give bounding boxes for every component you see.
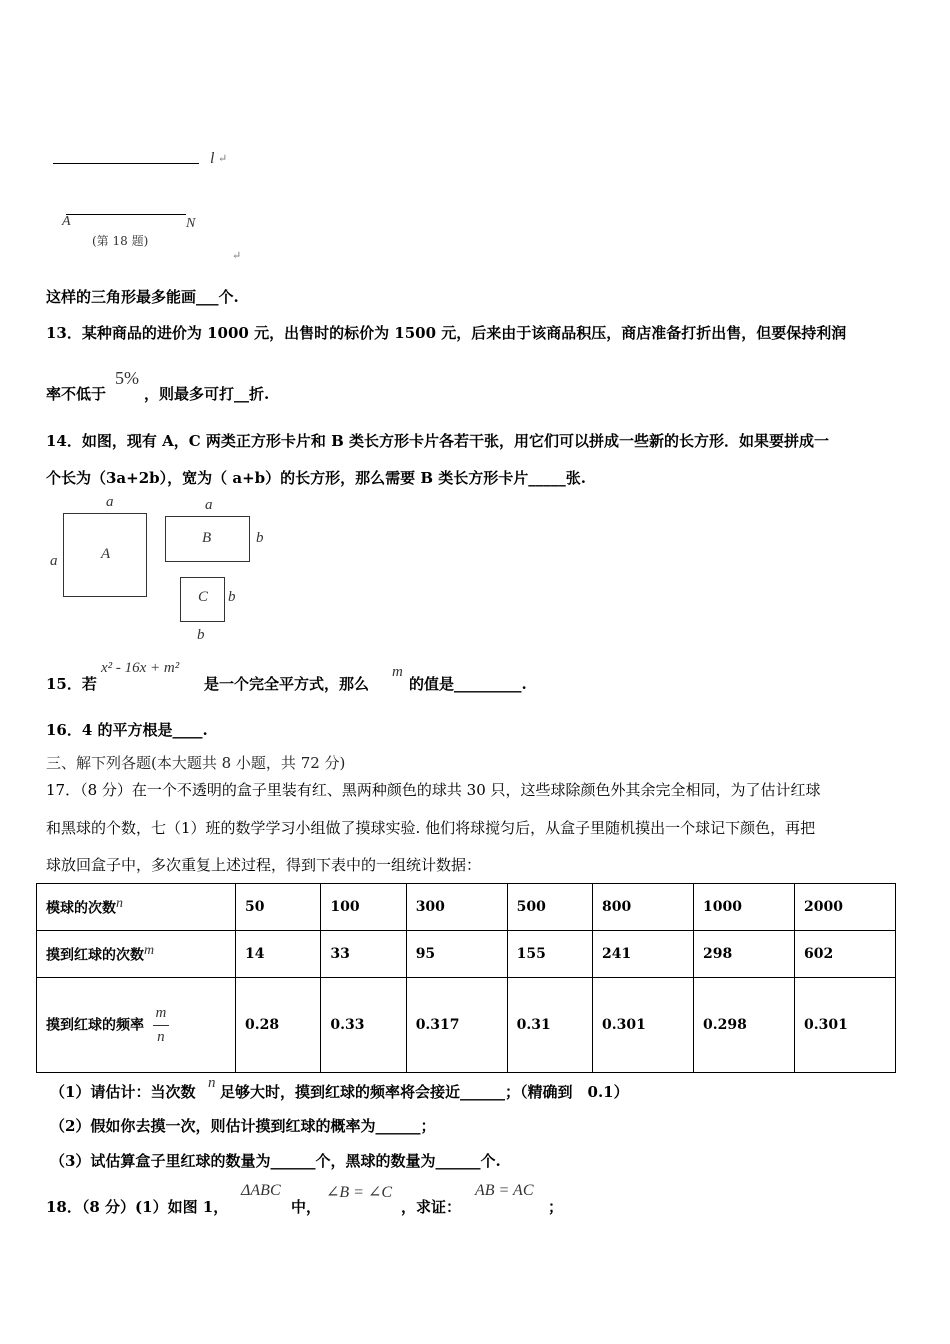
table-cell: 1000: [694, 884, 795, 931]
row-label: 摸到红球的频率 $\frac{m}{n}$: [37, 978, 236, 1073]
q15-var-m: m: [392, 664, 403, 680]
fig14-a-top-b: a: [205, 497, 213, 513]
fig14-a-left: a: [50, 553, 58, 569]
row-label: 模球的次数n: [37, 884, 236, 931]
table-cell: 100: [321, 884, 406, 931]
card-a-label: A: [101, 546, 111, 562]
fig18-line-l: [53, 163, 199, 164]
table-cell: 155: [507, 931, 592, 978]
q18-triangle: ΔABC: [241, 1182, 281, 1199]
section-3-heading: 三、解下列各题(本大题共 8 小题，共 72 分): [46, 754, 346, 772]
row-label: 摸到红球的次数m: [37, 931, 236, 978]
q13-rate: 5%: [115, 368, 139, 388]
table-cell: 50: [236, 884, 321, 931]
table-cell: 0.317: [406, 978, 507, 1073]
table-cell: 0.301: [794, 978, 895, 1073]
table-cell: 2000: [794, 884, 895, 931]
table-cell: 14: [236, 931, 321, 978]
fig14-b-right-b: b: [256, 530, 264, 546]
table-cell: 500: [507, 884, 592, 931]
q13-line2-b: ，则最多可打__折.: [144, 385, 270, 403]
fig14-b-bottom-c: b: [197, 627, 205, 643]
fig18-label-n: N: [186, 216, 196, 231]
table-cell: 241: [593, 931, 694, 978]
q15-mid: 是一个完全平方式，那么: [204, 675, 370, 693]
table-cell: 33: [321, 931, 406, 978]
q17-sub1-b: 足够大时，摸到红球的频率将会接近______；（精确到 0.1）: [220, 1083, 629, 1101]
return-mark-icon: ↵: [218, 152, 228, 165]
fig18-label-a: A: [62, 214, 71, 229]
fraction-m-over-n: $\frac{m}{n}$: [153, 1005, 169, 1046]
card-b-label: B: [202, 530, 212, 546]
table-cell: 0.298: [694, 978, 795, 1073]
table-cell: 0.31: [507, 978, 592, 1073]
q17-sub1-a: （1）请估计：当次数: [50, 1083, 196, 1101]
q17-sub1-var: n: [208, 1075, 216, 1091]
fig18-label-l: l: [210, 150, 215, 167]
table-cell: 300: [406, 884, 507, 931]
q16-text: 16．4 的平方根是____.: [46, 721, 208, 739]
fig18-segment-an: [66, 214, 186, 215]
q14-line1: 14．如图，现有 A，C 两类正方形卡片和 B 类长方形卡片各若干张，用它们可以拼成一些新的长方形．如果要拼成一: [46, 432, 830, 450]
q18-equation: AB = AC: [475, 1182, 534, 1199]
table-cell: 95: [406, 931, 507, 978]
q18-end: ；: [548, 1198, 564, 1216]
return-mark-icon: ↵: [232, 249, 242, 262]
table-cell: 800: [593, 884, 694, 931]
q15-expression: x² - 16x + m²: [101, 660, 180, 676]
stats-table: [36, 883, 896, 1073]
table-row: [37, 884, 896, 931]
q13-line1: 13．某种商品的进价为 1000 元，出售时的标价为 1500 元，后来由于该商品积压，商店准备打折出售，但要保持利润: [46, 324, 847, 342]
table-cell: 298: [694, 931, 795, 978]
table-row: [37, 931, 896, 978]
q15-suffix: 的值是_________.: [409, 675, 527, 693]
table-cell: 0.301: [593, 978, 694, 1073]
q18-angles: ∠B = ∠C: [326, 1184, 393, 1201]
q17-line3: 球放回盒子中，多次重复上述过程，得到下表中的一组统计数据：: [46, 856, 482, 874]
table-row: [37, 978, 896, 1073]
q13-line2-a: 率不低于: [46, 385, 107, 403]
table-cell: 0.28: [236, 978, 321, 1073]
q17-line2: 和黑球的个数，七（1）班的数学学习小组做了摸球实验. 他们将球搅匀后，从盒子里随机摸出一个球记下颜色，再把: [46, 819, 816, 837]
q17-line1: 17．（8 分）在一个不透明的盒子里装有红、黑两种颜色的球共 30 只，这些球除颜色外其余完全相同，为了估计红球: [46, 781, 821, 799]
q14-line2: 个长为（3a+2b），宽为（ a+b）的长方形，那么需要 B 类长方形卡片_____张.: [46, 469, 586, 487]
card-c-label: C: [198, 589, 209, 605]
fig14-b-right-c: b: [228, 589, 236, 605]
fig14-a-top: a: [106, 494, 114, 510]
q17-sub2: （2）假如你去摸一次，则估计摸到红球的概率为______；: [50, 1117, 436, 1135]
q12-tail-text: 这样的三角形最多能画___个.: [46, 288, 239, 306]
table-cell: 0.33: [321, 978, 406, 1073]
q17-sub3: （3）试估算盒子里红球的数量为______个，黑球的数量为______个.: [50, 1152, 501, 1170]
table-cell: 602: [794, 931, 895, 978]
q18-mid: 中，: [291, 1198, 322, 1216]
fig18-caption: (第 18 题): [92, 234, 149, 248]
q18-prove: ，求证：: [401, 1198, 462, 1216]
q18-prefix: 18．（8 分）(1）如图 1，: [46, 1198, 229, 1216]
q15-prefix: 15．若: [46, 675, 97, 693]
